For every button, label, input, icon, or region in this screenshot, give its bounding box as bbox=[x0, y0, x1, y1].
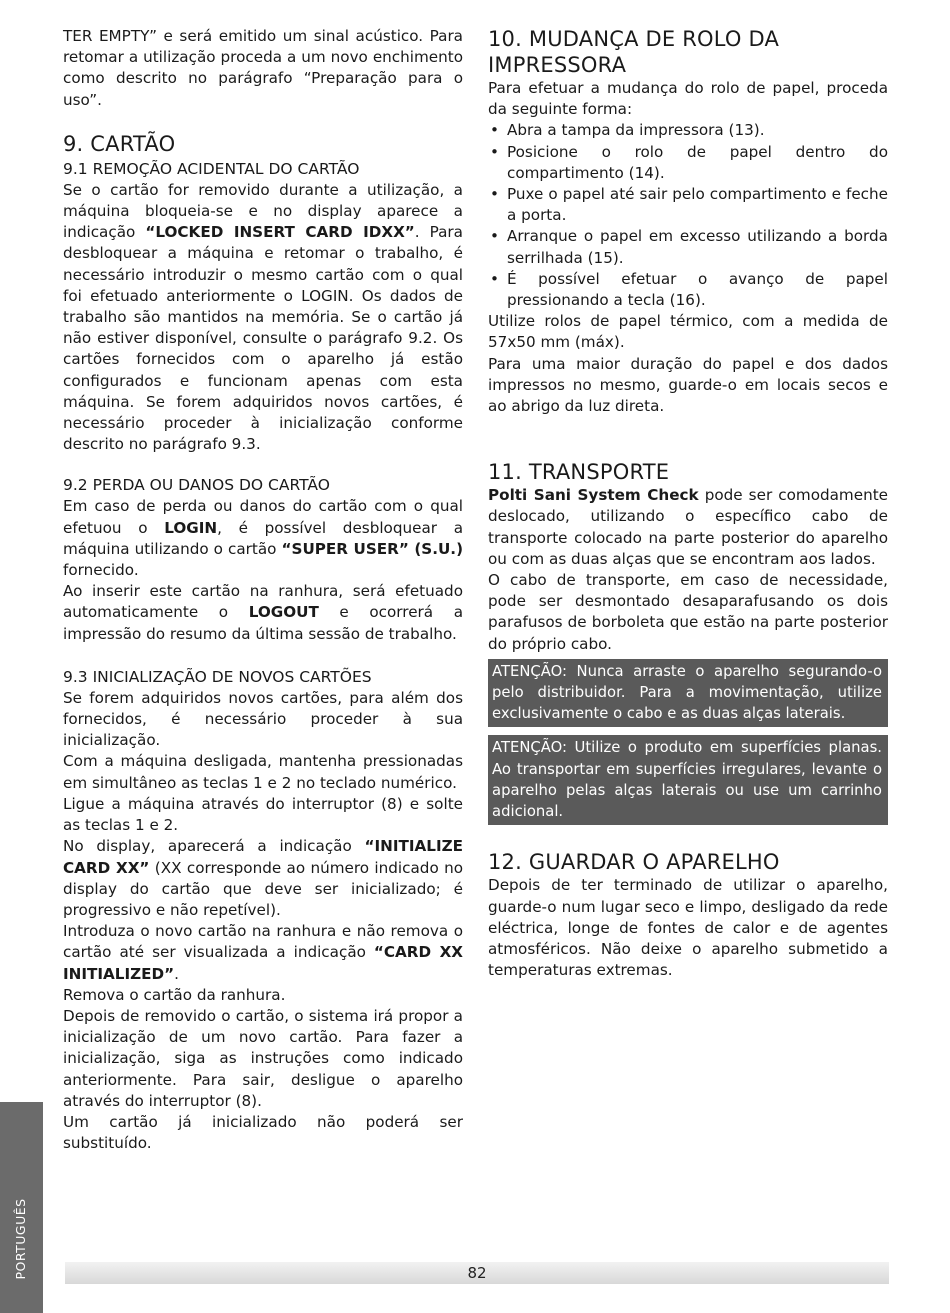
section-11-p2: O cabo de transporte, em caso de necessidade, pode ser desmontado desaparafusando os dois parafusos de borboleta que estão na parte posterior do próprio cabo. bbox=[488, 571, 888, 653]
warning-box-2: ATENÇÃO: Utilize o produto em superfícies planas. Ao transportar em superfícies irregulares, levante o aparelho pelas alças laterais ou use um carrinho adicional. bbox=[488, 735, 888, 825]
section-11-title: 11. TRANSPORTE bbox=[488, 460, 670, 485]
section-9-3-p8: Um cartão já inicializado não poderá ser substituído. bbox=[63, 1112, 463, 1153]
language-label: PORTUGUÊS bbox=[13, 1198, 28, 1280]
section-9-1-text: Se o cartão for removido durante a utilização, a máquina bloqueia-se e no display aparece a indicação “LOCKED INSERT CARD IDXX”. Para desbloquear a máquina e retomar o trabalho, é necessário introduzir o mesmo cartão com o qual foi efetuado anteriormente o LOGIN. Os dados de trabalho são mantidos na memória. Se o cartão já não estiver disponível, consulte o parágrafo 9.2. Os cartões fornecidos com o aparelho já estão configurados e funcionam apenas com esta máquina. Se forem adquiridos novos cartões, é necessário proceder à inicialização conforme descrito no parágrafo 9.3. bbox=[63, 180, 463, 454]
section-9-3-title: 9.3 INICIALIZAÇÃO DE NOVOS CARTÕES bbox=[63, 667, 372, 686]
locked-message: “LOCKED INSERT CARD IDXX” bbox=[145, 223, 415, 242]
warning-box-1: ATENÇÃO: Nunca arraste o aparelho segurando-o pelo distribuidor. Para a movimentação, utilize exclusivamente o cabo e as duas alças laterais. bbox=[488, 659, 888, 728]
section-10-title: 10. MUDANÇA DE ROLO DA IMPRESSORA bbox=[488, 27, 780, 77]
section-9-title: 9. CARTÃO bbox=[63, 131, 176, 156]
left-column bbox=[63, 26, 463, 1154]
section-9-3-p2: Com a máquina desligada, mantenha pressionadas em simultâneo as teclas 1 e 2 no teclado numérico. bbox=[63, 752, 463, 792]
section-9-3-p6: Remova o cartão da ranhura. bbox=[63, 985, 286, 1004]
section-12-p: Depois de ter terminado de utilizar o aparelho, guarde-o num lugar seco e limpo, desligado da rede eléctrica, longe de fontes de calor e de agentes atmosféricos. Não deixe o aparelho submetido a temperaturas extremas. bbox=[488, 876, 888, 980]
section-9-2-title: 9.2 PERDA OU DANOS DO CARTÃO bbox=[63, 476, 330, 495]
list-item: • Abra a tampa da impressora (13). bbox=[488, 120, 888, 141]
section-9-2-text: Em caso de perda ou danos do cartão com o qual efetuou o LOGIN, é possível desbloquear a máquina utilizando o cartão “SUPER USER” (S.U.) fornecido. bbox=[63, 497, 464, 580]
section-12-title: 12. GUARDAR O APARELHO bbox=[488, 850, 780, 875]
list-item: • Arranque o papel em excesso utilizando a borda serrilhada (15). bbox=[488, 226, 888, 268]
section-9-3-p1: Se forem adquiridos novos cartões, para além dos fornecidos, é necessário proceder à sua inicialização. bbox=[63, 688, 463, 750]
section-9-3-p4: No display, aparecerá a indicação “INITIALIZE CARD XX” (XX corresponde ao número indicado no display do cartão que deve ser inicializado; é progressivo e não repetível). bbox=[63, 837, 464, 919]
section-10-p2: Para uma maior duração do papel e dos dados impressos no mesmo, guarde-o em locais secos e ao abrigo da luz direta. bbox=[488, 354, 888, 416]
page-number: 82 bbox=[467, 1264, 487, 1282]
section-11-p1: Polti Sani System Check pode ser comodamente deslocado, utilizando o específico cabo de transporte colocado na parte posterior do aparelho ou com as duas alças que se encontram aos lados. bbox=[488, 486, 888, 568]
intro-paragraph: TER EMPTY” e será emitido um sinal acústico. Para retomar a utilização proceda a um novo enchimento como descrito no parágrafo “Preparação para o uso”. bbox=[63, 27, 463, 109]
list-item: • Puxe o papel até sair pelo compartimento e feche a porta. bbox=[488, 184, 888, 226]
footer-bar bbox=[65, 1262, 889, 1284]
right-column bbox=[488, 26, 888, 981]
section-10-p1: Utilize rolos de papel térmico, com a medida de 57x50 mm (máx). bbox=[488, 312, 888, 352]
section-10-intro: Para efetuar a mudança do rolo de papel, proceda da seguinte forma: bbox=[488, 79, 888, 119]
product-name: Polti Sani System Check bbox=[488, 486, 699, 505]
list-item: • Posicione o rolo de papel dentro do compartimento (14). bbox=[488, 142, 888, 184]
language-tab bbox=[0, 1102, 43, 1313]
section-9-1-title: 9.1 REMOÇÃO ACIDENTAL DO CARTÃO bbox=[63, 159, 360, 178]
section-9-2-text-2: Ao inserir este cartão na ranhura, será efetuado automaticamente o LOGOUT e ocorrerá a impressão do resumo da última sessão de trabalho. bbox=[63, 582, 463, 643]
section-9-3-p5: Introduza o novo cartão na ranhura e não remova o cartão até ser visualizada a indicação “CARD XX INITIALIZED”. bbox=[63, 922, 463, 983]
section-9-3-p7: Depois de removido o cartão, o sistema irá propor a inicialização de um novo cartão. Para fazer a inicialização, siga as instruções como indicado anteriormente. Para sair, desligue o aparelho através do interruptor (8). bbox=[63, 1006, 463, 1110]
section-10-list bbox=[488, 120, 888, 311]
list-item: • É possível efetuar o avanço de papel pressionando a tecla (16). bbox=[488, 269, 888, 311]
section-9-3-p3: Ligue a máquina através do interruptor (8) e solte as teclas 1 e 2. bbox=[63, 794, 463, 835]
